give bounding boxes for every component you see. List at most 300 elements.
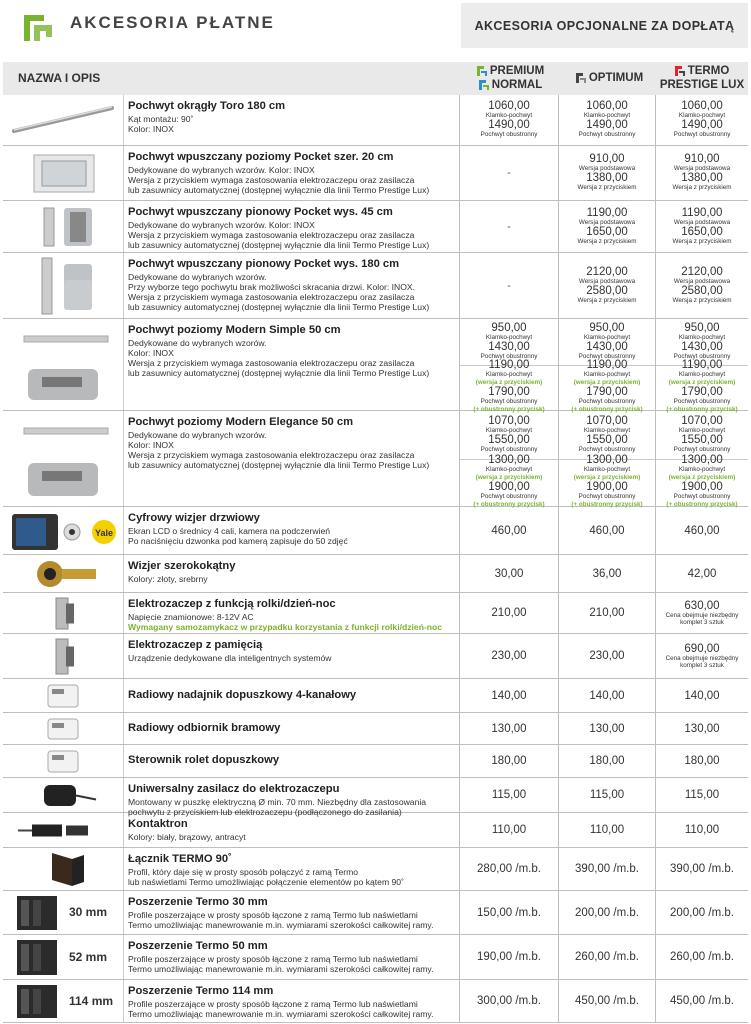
modern-handle-image	[4, 412, 122, 506]
price-value: 1380,00	[681, 172, 723, 184]
svg-text:Yale: Yale	[94, 528, 114, 538]
peephole-image	[4, 556, 122, 592]
price-cell	[655, 679, 748, 712]
price-label: Wersja z przyciskiem	[672, 237, 732, 245]
price-value: 910,00	[684, 153, 720, 165]
price-value: 950,00	[491, 321, 527, 334]
price-value: 1190,00	[488, 359, 530, 372]
termo-profile-image	[4, 849, 122, 890]
product-name: Pochwyt wpuszczany pionowy Pocket wys. 180 cm	[128, 258, 400, 270]
price-cell	[459, 980, 558, 1022]
product-detail: Kolory: złoty, srebrny	[128, 574, 208, 584]
product-detail: Wersja z przyciskiem wymaga zastosowania elektrozaczepu oraz zasilacza	[128, 175, 415, 185]
table-row	[3, 253, 748, 319]
price-value: 1550,00	[586, 433, 628, 446]
product-detail: lub zasuwnicy automatycznej (dostępnej wyłącznie dla linii Termo Prestige Lux)	[128, 368, 430, 378]
price-value: 130,00	[589, 722, 625, 735]
price-cell	[655, 593, 748, 633]
product-detail: Urządzenie dedykowane dla inteligentnych systemów	[128, 653, 332, 663]
price-cell	[655, 935, 748, 979]
table-row	[3, 146, 748, 201]
price-note: (wersja z przyciskiem)	[475, 379, 543, 387]
price-cell	[459, 146, 558, 200]
price-value: 1300,00	[488, 454, 530, 467]
price-cell	[558, 146, 655, 200]
price-label: Wersja z przyciskiem	[577, 296, 637, 304]
table-row	[3, 679, 748, 713]
product-description	[124, 679, 459, 712]
product-image-cell	[3, 507, 124, 554]
product-description	[124, 411, 459, 506]
price-value: 1430,00	[681, 340, 723, 353]
price-cell	[558, 507, 655, 554]
price-cell	[459, 713, 558, 744]
price-note: (+ obustronny przycisk)	[473, 406, 545, 414]
price-cell	[459, 95, 558, 145]
table-row	[3, 319, 748, 414]
price-value: 140,00	[589, 689, 625, 702]
electric-strike-image	[4, 635, 122, 678]
price-value: 1070,00	[586, 414, 628, 427]
price-cell	[459, 319, 558, 414]
product-detail: lub zasuwnicy automatycznej (dostępnej wyłącznie dla linii Termo Prestige Lux)	[128, 302, 430, 312]
product-detail: Dedykowane do wybranych wzorów.	[128, 338, 267, 348]
product-image-cell	[3, 95, 124, 145]
reed-switch-image	[4, 814, 122, 847]
price-cell	[459, 507, 558, 554]
price-value: 450,00 /m.b.	[575, 995, 639, 1007]
product-name: Pochwyt wpuszczany poziomy Pocket szer. 20 cm	[128, 151, 394, 163]
price-value: 460,00	[491, 524, 527, 537]
premium-logo-icon	[477, 66, 487, 76]
price-label: Klamko-pochwyt	[583, 333, 631, 341]
price-cell	[655, 713, 748, 744]
power-supply-image	[4, 779, 122, 812]
product-detail: Dedykowane do wybranych wzorów. Kolor: INOX	[128, 220, 315, 230]
product-detail: Dedykowane do wybranych wzorów.	[128, 272, 267, 282]
price-value: 460,00	[684, 524, 720, 537]
price-cell	[655, 813, 748, 847]
price-value: 2580,00	[681, 284, 723, 297]
product-detail: Kolor: INOX	[128, 440, 174, 450]
product-name: Pochwyt poziomy Modern Elegance 50 cm	[128, 416, 354, 428]
price-cell	[655, 411, 748, 509]
product-detail: Wersja z przyciskiem wymaga zastosowania elektrozaczepu oraz zasilacza	[128, 230, 415, 240]
price-cell	[558, 713, 655, 744]
price-cell	[459, 745, 558, 777]
price-label: Pochwyt obustronny	[578, 493, 636, 501]
extension-profile-image	[5, 936, 69, 979]
price-cell	[558, 634, 655, 678]
price-value: 390,00 /m.b.	[670, 863, 734, 875]
price-cell	[459, 411, 558, 509]
price-label: Pochwyt obustronny	[578, 131, 636, 138]
product-detail: Kolor: INOX	[128, 348, 174, 358]
table-row	[3, 745, 748, 778]
optimum-logo-icon	[576, 73, 586, 83]
price-value: 2120,00	[586, 265, 628, 278]
price-value: 200,00 /m.b.	[670, 906, 734, 919]
product-description	[124, 778, 459, 817]
table-row	[3, 555, 748, 593]
price-cell	[655, 778, 748, 812]
product-name: Uniwersalny zasilacz do elektrozaczepu	[128, 783, 340, 795]
product-description	[124, 935, 459, 979]
price-label: Klamko-pochwyt	[583, 466, 631, 474]
price-note: (+ obustronny przycisk)	[666, 501, 738, 509]
price-label: Klamko-pochwyt	[678, 371, 726, 379]
price-label: Klamko-pochwyt	[485, 466, 533, 474]
price-cell	[459, 201, 558, 252]
product-detail: Profil, który daje się w prosty sposób połączyć z ramą Termo	[128, 867, 359, 877]
price-value: 1380,00	[586, 172, 628, 184]
price-label: Klamko-pochwyt	[485, 426, 533, 434]
product-image-cell	[3, 253, 124, 318]
price-value: 950,00	[589, 321, 625, 334]
price-cell	[459, 935, 558, 979]
product-detail: Termo umożliwiając manewrowanie m.in. wymiarami szerokości całkowitej ramy.	[128, 1009, 434, 1019]
price-value: 130,00	[491, 722, 527, 735]
company-logo	[22, 9, 56, 43]
price-value: 1060,00	[488, 100, 530, 112]
price-label: Pochwyt obustronny	[480, 493, 538, 501]
name-column-header: NAZWA I OPIS	[18, 71, 101, 85]
price-label: Klamko-pochwyt	[583, 112, 631, 119]
price-value: 300,00 /m.b.	[477, 995, 541, 1007]
price-cell	[558, 745, 655, 777]
product-name: Kontaktron	[128, 818, 188, 830]
product-detail: lub zasuwnicy automatycznej (dostępnej wyłącznie dla linii Termo Prestige Lux)	[128, 240, 430, 250]
product-description	[124, 634, 459, 678]
price-cell	[558, 891, 655, 934]
product-description	[124, 593, 459, 633]
product-detail: lub zasuwnicy automatycznej (dostępnej wyłącznie dla linii Termo Prestige Lux)	[128, 460, 430, 470]
price-cell	[558, 980, 655, 1022]
price-cell	[459, 593, 558, 633]
price-label: Klamko-pochwyt	[583, 426, 631, 434]
price-cell	[558, 555, 655, 592]
product-detail: pochwytu z przyciskiem lub elektrozaczepu (podłączonego do zasilania)	[128, 807, 402, 817]
price-value: 1550,00	[488, 433, 530, 446]
price-value: 1650,00	[586, 225, 628, 238]
product-detail: Profile poszerzające w prosty sposób łączone z ramą Termo lub naświetlami	[128, 999, 418, 1009]
product-image-cell	[3, 411, 124, 506]
price-value: 1900,00	[488, 481, 530, 494]
product-name: Radiowy odbiornik bramowy	[128, 721, 281, 734]
price-note: (wersja z przyciskiem)	[668, 474, 736, 482]
product-name: Sterownik rolet dopuszkowy	[128, 754, 280, 766]
product-detail: lub zasuwnicy automatycznej (dostępnej wyłącznie dla linii Termo Prestige Lux)	[128, 185, 430, 195]
price-cell	[459, 813, 558, 847]
price-value: 180,00	[589, 755, 625, 767]
table-row	[3, 507, 748, 555]
table-row	[3, 95, 748, 146]
price-cell	[558, 95, 655, 145]
table-row	[3, 713, 748, 745]
price-label: Wersja podstawowa	[578, 277, 636, 285]
product-warning: Wymagany samozamykacz w przypadku korzystania z funkcji rolki/dzień-noc	[128, 622, 443, 632]
price-value: 460,00	[589, 524, 625, 537]
price-label: Pochwyt obustronny	[480, 398, 538, 406]
price-label: Wersja podstawowa	[578, 165, 636, 172]
product-description	[124, 201, 459, 252]
price-value: 140,00	[491, 689, 527, 702]
price-value: 115,00	[491, 789, 527, 801]
product-detail: Przy wyborze tego pochwytu brak możliwości skracania drzwi. Kolor: INOX.	[128, 282, 416, 292]
product-description	[124, 891, 459, 934]
price-cell	[558, 848, 655, 890]
product-detail: Wersja z przyciskiem wymaga zastosowania elektrozaczepu oraz zasilacza	[128, 292, 415, 302]
product-name: Elektrozaczep z funkcją rolki/dzień-noc	[128, 598, 336, 610]
price-value: 140,00	[684, 689, 720, 702]
radio-module-image	[4, 680, 122, 712]
price-label: Klamko-pochwyt	[678, 112, 726, 119]
optimum-column-header: OPTIMUM	[561, 71, 658, 101]
table-row	[3, 411, 748, 507]
price-cell	[655, 95, 748, 145]
product-detail: Napięcie znamionowe: 8-12V AC	[128, 612, 254, 622]
price-label: Klamko-pochwyt	[485, 333, 533, 341]
price-value: 390,00 /m.b.	[575, 863, 639, 875]
price-value: 1060,00	[681, 100, 723, 112]
price-value: 200,00 /m.b.	[575, 906, 639, 919]
product-description	[124, 980, 459, 1022]
price-value: 1060,00	[586, 100, 628, 112]
price-cell	[655, 634, 748, 678]
price-note: (wersja z przyciskiem)	[573, 474, 641, 482]
premium-column-header: PREMIUM NORMAL	[462, 64, 559, 94]
price-value: 1070,00	[488, 414, 530, 427]
product-description	[124, 745, 459, 777]
price-value: 110,00	[684, 824, 720, 836]
pocket-handle-image	[4, 254, 122, 318]
price-label: Pochwyt obustronny	[673, 445, 731, 453]
price-value: 1190,00	[586, 206, 628, 219]
price-cell	[558, 253, 655, 318]
product-detail: Profile poszerzające w prosty sposób łączone z ramą Termo lub naświetlami	[128, 954, 418, 964]
price-label: Wersja z przyciskiem	[577, 237, 637, 245]
product-image-cell	[3, 848, 124, 890]
price-cell	[459, 253, 558, 318]
product-description	[124, 848, 459, 890]
price-note: (+ obustronny przycisk)	[571, 406, 643, 414]
product-description	[124, 507, 459, 554]
price-value: 1070,00	[681, 414, 723, 427]
table-row	[3, 593, 748, 634]
product-image-cell	[3, 319, 124, 410]
product-detail: Po naciśnięciu dzwonka pod kamerą zapisuje do 50 zdjęć	[128, 536, 348, 546]
price-value: 280,00 /m.b.	[477, 863, 541, 875]
product-name: Elektrozaczep z pamięcią	[128, 639, 263, 651]
price-cell	[655, 555, 748, 592]
product-detail: Kolory: biały, brązowy, antracyt	[128, 832, 246, 842]
price-value: 130,00	[684, 722, 720, 735]
no-price: -	[507, 279, 511, 292]
price-label: Pochwyt obustronny	[480, 445, 538, 453]
price-cell	[558, 679, 655, 712]
product-name: Pochwyt wpuszczany pionowy Pocket wys. 45 cm	[128, 206, 393, 218]
price-value: 1490,00	[488, 119, 530, 131]
price-value: 1490,00	[681, 119, 723, 131]
optional-accessories-label: AKCESORIA OPCJONALNE ZA DOPŁATĄ	[461, 3, 748, 48]
size-label: 30 mm	[69, 905, 108, 919]
termo-column-header: TERMO PRESTIGE LUX	[659, 65, 745, 91]
price-cell	[459, 555, 558, 592]
no-price: -	[507, 167, 511, 179]
table-row	[3, 634, 748, 679]
price-note: (+ obustronny przycisk)	[571, 501, 643, 509]
table-row	[3, 778, 748, 817]
price-note: (+ obustronny przycisk)	[666, 406, 738, 414]
price-value: 630,00	[684, 599, 720, 612]
price-value: 1790,00	[586, 386, 628, 399]
product-name: Łącznik TERMO 90˚	[128, 853, 232, 865]
product-description	[124, 555, 459, 592]
price-cell	[655, 980, 748, 1022]
radio-module-image	[4, 746, 122, 777]
price-value: 42,00	[687, 567, 717, 580]
price-value: 180,00	[491, 755, 527, 767]
table-row	[3, 935, 748, 980]
price-label: Pochwyt obustronny	[480, 352, 538, 360]
price-value: 1190,00	[586, 359, 628, 372]
product-name: Cyfrowy wizjer drzwiowy	[128, 512, 260, 524]
price-label: Wersja podstawowa	[673, 218, 731, 226]
table-row	[3, 813, 748, 848]
price-label: Pochwyt obustronny	[578, 398, 636, 406]
price-value: 110,00	[589, 824, 625, 836]
price-value: 230,00	[491, 650, 527, 662]
price-label: Wersja podstawowa	[578, 218, 636, 226]
product-description	[124, 713, 459, 744]
product-description	[124, 253, 459, 318]
extension-profile-image	[5, 981, 69, 1022]
table-row	[3, 891, 748, 935]
price-label: Wersja podstawowa	[673, 165, 731, 172]
product-image-cell	[3, 593, 124, 633]
price-cell	[558, 201, 655, 252]
price-value: 910,00	[589, 153, 625, 165]
price-label: Pochwyt obustronny	[673, 131, 731, 138]
price-value: 1790,00	[488, 386, 530, 399]
price-cell	[655, 319, 748, 414]
page-title: AKCESORIA PŁATNE	[70, 13, 275, 32]
table-row	[3, 201, 748, 253]
product-description	[124, 813, 459, 847]
price-value: 1300,00	[586, 454, 628, 467]
product-description	[124, 146, 459, 200]
product-detail: Dedykowane do wybranych wzorów. Kolor: INOX	[128, 165, 315, 175]
product-image-cell	[3, 935, 124, 979]
price-value: 2580,00	[586, 284, 628, 297]
price-value: 30,00	[494, 567, 524, 580]
product-image-cell	[3, 555, 124, 592]
price-value: 210,00	[589, 607, 625, 619]
price-value: 1190,00	[681, 359, 723, 372]
price-value: 1430,00	[586, 340, 628, 353]
product-image-cell	[3, 980, 124, 1022]
price-value: 1300,00	[681, 454, 723, 467]
price-cell	[558, 593, 655, 633]
price-label: Klamko-pochwyt	[583, 371, 631, 379]
product-detail: Dedykowane do wybranych wzorów.	[128, 430, 267, 440]
product-detail: Kolor: INOX	[128, 124, 174, 134]
price-value: 230,00	[589, 650, 625, 662]
price-label: Klamko-pochwyt	[678, 466, 726, 474]
radio-module-image	[4, 714, 122, 744]
door-viewer-image	[4, 508, 122, 554]
price-value: 110,00	[491, 824, 527, 836]
price-note: (+ obustronny przycisk)	[473, 501, 545, 509]
product-image-cell	[3, 713, 124, 744]
table-row	[3, 980, 748, 1023]
price-value: 450,00 /m.b.	[670, 995, 734, 1007]
product-detail: lub naświetlami Termo umożliwiając połączenie elementów po kątem 90˚	[128, 877, 404, 887]
price-value: 1900,00	[586, 481, 628, 494]
normal-logo-icon	[479, 80, 489, 90]
price-cell	[459, 679, 558, 712]
modern-handle-image	[4, 320, 122, 410]
product-image-cell	[3, 813, 124, 847]
no-price: -	[507, 220, 511, 233]
price-note: (wersja z przyciskiem)	[668, 379, 736, 387]
price-value: 260,00 /m.b.	[575, 951, 639, 963]
price-value: 950,00	[684, 321, 720, 334]
price-note: Cena obejmuje niezbędny komplet 3 sztuk	[665, 654, 739, 669]
product-image-cell	[3, 745, 124, 777]
price-value: 190,00 /m.b.	[477, 951, 541, 963]
product-name: Wizjer szerokokątny	[128, 560, 236, 572]
size-label: 52 mm	[69, 949, 108, 964]
price-label: Pochwyt obustronny	[578, 445, 636, 453]
price-value: 36,00	[592, 567, 622, 580]
price-label: Pochwyt obustronny	[673, 352, 731, 360]
price-value: 115,00	[589, 789, 625, 801]
price-value: 1190,00	[681, 206, 723, 219]
price-value: 1650,00	[681, 225, 723, 238]
price-label: Klamko-pochwyt	[678, 333, 726, 341]
price-label: Klamko-pochwyt	[678, 426, 726, 434]
product-detail: Ekran LCD o średnicy 4 cali, kamera na podczerwień	[128, 526, 331, 536]
price-value: 690,00	[684, 642, 720, 655]
price-cell	[655, 848, 748, 890]
product-detail: Kąt montażu: 90˚	[128, 114, 194, 124]
price-cell	[558, 778, 655, 812]
product-image-cell	[3, 778, 124, 812]
price-cell	[459, 778, 558, 812]
product-image-cell	[3, 891, 124, 934]
price-label: Pochwyt obustronny	[673, 398, 731, 406]
price-value: 150,00 /m.b.	[477, 906, 541, 919]
price-cell	[655, 745, 748, 777]
bar-handle-image	[4, 96, 122, 145]
product-name: Pochwyt poziomy Modern Simple 50 cm	[128, 324, 341, 336]
product-description	[124, 95, 459, 145]
product-name: Pochwyt okrągły Toro 180 cm	[128, 100, 286, 112]
price-value: 1550,00	[681, 433, 723, 446]
price-value: 1900,00	[681, 481, 723, 494]
price-label: Klamko-pochwyt	[485, 112, 533, 119]
price-label: Wersja z przyciskiem	[672, 296, 732, 304]
price-cell	[558, 319, 655, 414]
price-cell	[655, 201, 748, 252]
termo-logo-icon	[675, 66, 685, 76]
price-cell	[655, 253, 748, 318]
price-note: (wersja z przyciskiem)	[573, 379, 641, 387]
price-note: Cena obejmuje niezbędny komplet 3 sztuk	[665, 611, 739, 626]
price-value: 260,00 /m.b.	[670, 951, 734, 963]
price-value: 1430,00	[488, 340, 530, 353]
